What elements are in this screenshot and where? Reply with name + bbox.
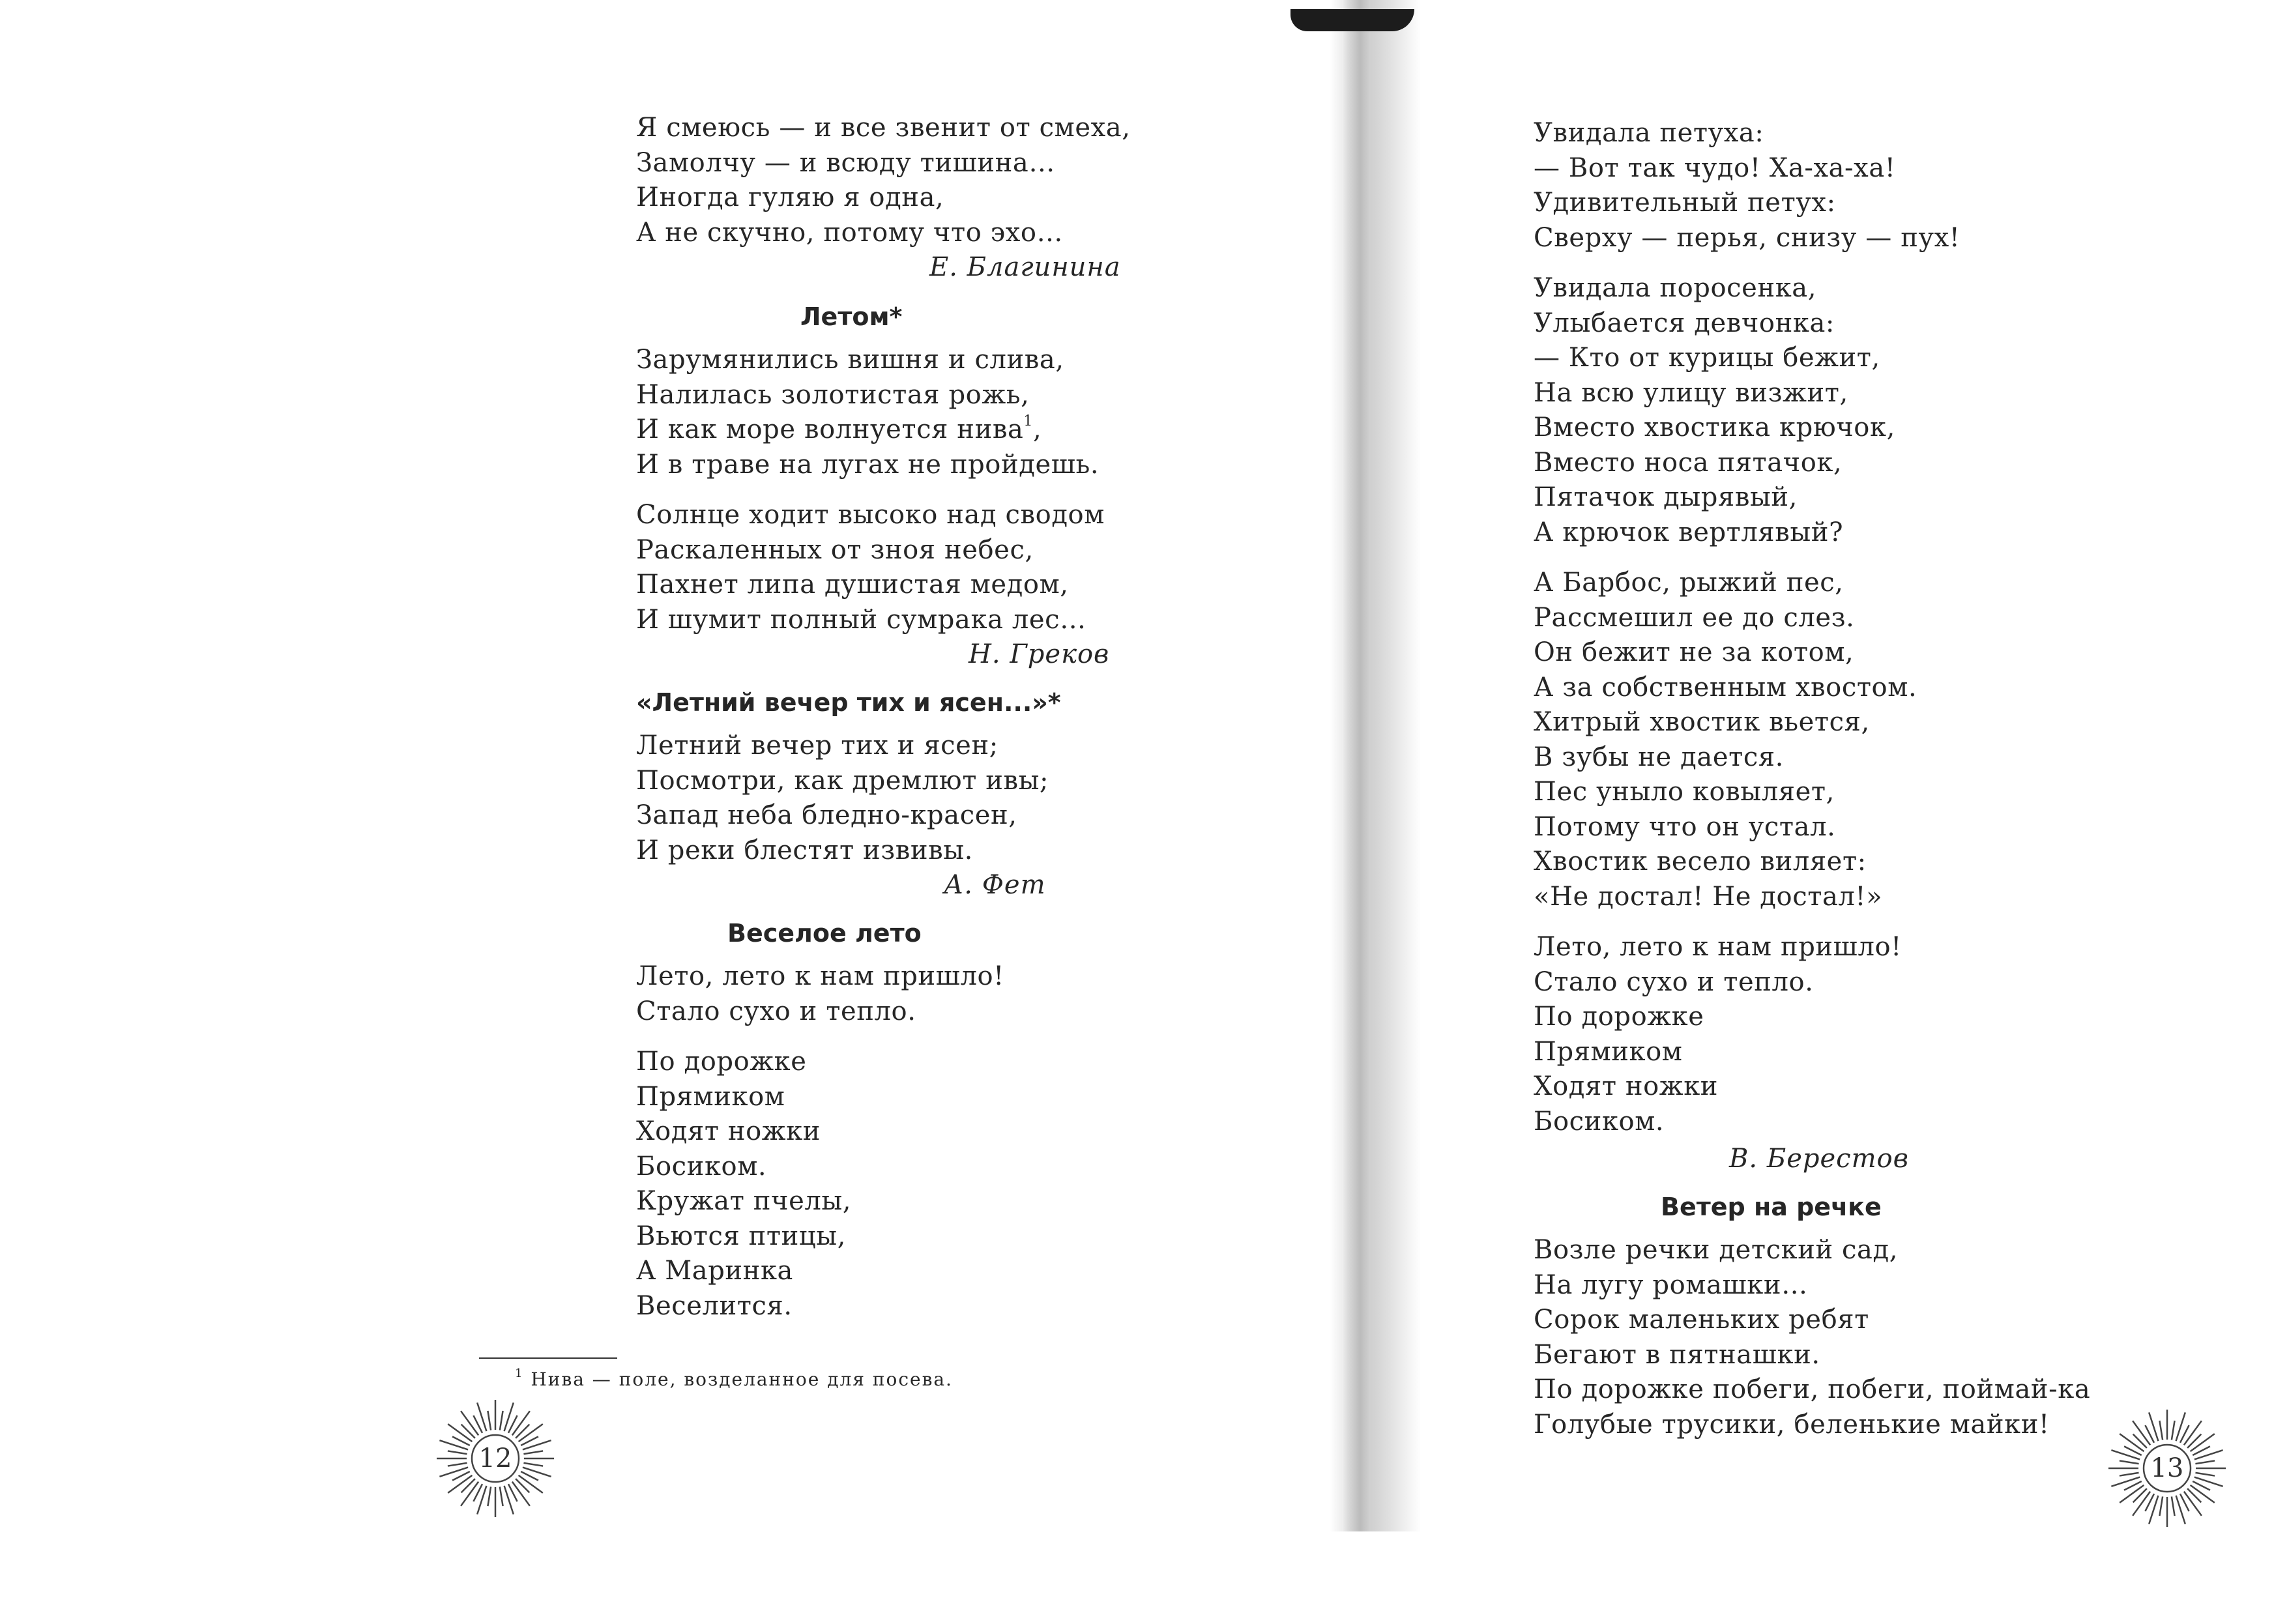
verse-line: Вьются птицы, [636,1221,846,1251]
poem-stanza [1534,271,2120,550]
poem-veseloe-stanza [636,959,1223,1029]
verse-line: И реки блестят извивы. [636,835,973,865]
poem-title: Ветер на речке [1661,1193,1882,1221]
poem-veter-stanza [1534,1233,2120,1442]
verse-line: Прямиком [1534,1036,1683,1067]
left-column [636,111,1223,1339]
poem-author: В. Берестов [1729,1144,1909,1174]
verse-line: Кружат пчелы, [636,1186,852,1216]
right-page [1356,0,2274,1624]
verse-line: Стало сухо и тепло. [636,996,916,1026]
poem-author: Е. Благинина [929,252,1121,282]
verse-line: Замолчу — и всюду тишина… [636,147,1055,178]
verse-line: Увидала поросенка, [1534,273,1817,303]
verse-line: Запад неба бледно-красен, [636,800,1017,830]
poem-author: А. Фет [944,870,1046,900]
footnote: $^1$ Нива — поле, возделанное для посева. [515,1367,953,1390]
page-number-badge [433,1397,557,1520]
verse-line: Зарумянились вишня и слива, [636,345,1064,375]
verse-line: Улыбается девчонка: [1534,308,1835,338]
verse-line: На лугу ромашки… [1534,1269,1808,1300]
verse-line: Голубые трусики, беленькие майки! [1534,1409,2050,1440]
verse-line: Я смеюсь — и все звенит от смеха, [636,113,1131,143]
verse-line: Вместо носа пятачок, [1534,447,1843,478]
verse-line: Сорок маленьких ребят [1534,1305,1869,1335]
verse-line: Пес уныло ковыляет, [1534,777,1835,807]
footnote-mark: 1 [1023,413,1034,429]
verse-line: Солнце ходит высоко над сводом [636,500,1105,530]
verse-line: На всю улицу визжит, [1534,377,1848,408]
verse-line: Сверху — перья, снизу — пух! [1534,222,1961,253]
poem-title: Летом* [800,302,903,331]
verse-line: В зубы не дается. [1534,742,1784,772]
verse-line: Лето, лето к нам пришло! [636,961,1004,991]
verse-line: Раскаленных от зноя небес, [636,534,1034,565]
verse-line: Увидала петуха: [1534,118,1764,148]
verse-line: Веселится. [636,1290,793,1321]
verse-line: Вместо хвостика крючок, [1534,413,1895,442]
verse-line: А крючок вертлявый? [1534,517,1844,547]
page-number: 12 [478,1443,512,1473]
page-number: 13 [2150,1453,2184,1483]
poem-title: Веселое лето [727,919,922,948]
verse-line: Ходят ножки [636,1116,821,1146]
verse-line: — Вот так чудо! Ха-ха-ха! [1534,152,1896,183]
verse-line: Рассмешил ее до слез. [1534,602,1855,633]
verse-line: Потому что он устал. [1534,811,1836,842]
verse-line: А Барбос, рыжий пес, [1534,568,1844,598]
verse-line: «Не достал! Не достал!» [1534,881,1883,912]
verse-line: И шумит полный сумрака лес… [636,604,1086,635]
poem-author: Н. Греков [969,639,1110,669]
poem-stanza [1534,116,2120,255]
verse-line: Стало сухо и тепло. [1534,966,1814,997]
verse-line: По дорожке [636,1047,807,1077]
verse-line: А за собственным хвостом. [1534,672,1917,703]
verse-line: Удивительный петух: [1534,188,1836,218]
verse-line: Хитрый хвостик вьется, [1534,707,1870,737]
verse-line: Летний вечер тих и ясен; [636,731,999,761]
verse-line: Босиком. [1534,1106,1665,1137]
verse-line: — Кто от курицы бежит, [1534,343,1880,373]
page-number-badge [2105,1406,2229,1530]
verse-line: Босиком. [636,1151,767,1182]
verse-line: Ходят ножки [1534,1071,1719,1101]
footnote-divider [479,1357,617,1359]
poem-stanza [1534,930,2120,1176]
verse-line: Пахнет липа душистая медом, [636,570,1069,600]
verse-line: И в траве на лугах не пройдешь. [636,449,1100,480]
poem-stanza [1534,566,2120,914]
poem-vecher-stanza [636,729,1223,902]
verse-line: Налилась золотистая рожь, [636,379,1030,410]
verse-line: По дорожке [1534,1002,1704,1032]
poem-veseloe-stanza [636,1045,1223,1324]
verse-line: Посмотри, как дремлют ивы; [636,765,1049,796]
verse-line: Прямиком [636,1081,785,1112]
verse-line: Хвостик весело виляет: [1534,847,1867,877]
poem-echo [636,111,1223,284]
verse-line: Он бежит не за котом, [1534,637,1854,667]
verse-line: А Маринка [636,1256,793,1286]
verse-line: Бегают в пятнашки. [1534,1339,1820,1370]
verse-line-niva: И как море волнуется нива$^1$, [636,413,1042,444]
poem-letom-stanza [636,343,1223,482]
verse-line: По дорожке побеги, побеги, поймай-ка [1534,1374,2091,1404]
verse-line: Лето, лето к нам пришло! [1534,932,1902,962]
verse-line: А не скучно, потому что эхо… [636,217,1064,248]
verse-line: Пятачок дырявый, [1534,482,1798,512]
poem-letom-stanza [636,498,1223,671]
verse-line: Возле речки детский сад, [1534,1235,1899,1265]
right-column [1534,116,2120,1458]
verse-line: Иногда гуляю я одна, [636,182,944,212]
poem-title: «Летний вечер тих и ясен...»* [636,688,1061,717]
